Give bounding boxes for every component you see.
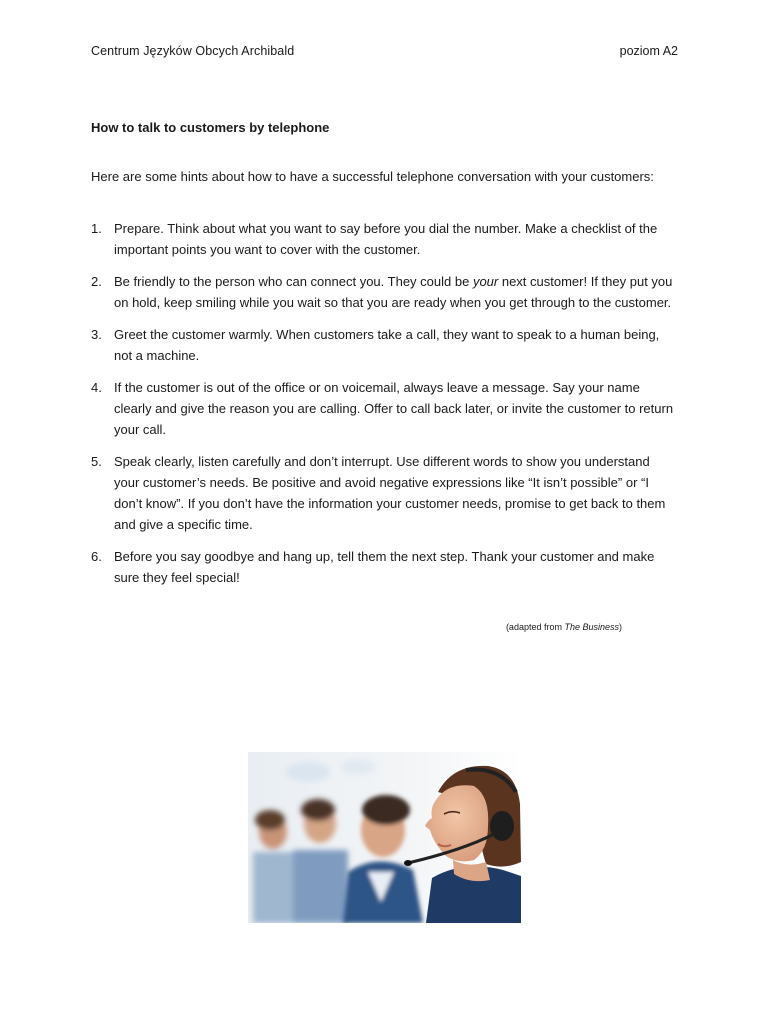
call-center-photo [248, 752, 521, 923]
hint-item [91, 378, 676, 440]
document-title: How to talk to customers by telephone [91, 120, 330, 135]
hint-number: 5. [91, 454, 102, 470]
credit-prefix: (adapted from [505, 622, 565, 632]
hint-text-before: Be friendly to the person who can connect you. They could be [114, 274, 473, 290]
hint-number: 1. [91, 221, 102, 236]
hint-item [91, 325, 676, 367]
call-center-illustration [248, 752, 521, 923]
hint-text: Prepare. Think about what you want to say before you dial the number. Make a checklist of the important points you want to cover with the customer. [114, 221, 658, 257]
credit-suffix: ) [619, 622, 622, 632]
hint-text-after: next customer! If they put you on hold, keep smiling while you wait so that you are ready when you get through to the customer. [114, 274, 673, 310]
hint-number: 4. [91, 380, 102, 396]
header-level: poziom A2 [619, 44, 678, 58]
header-school-name: Centrum Języków Obcych Archibald [91, 44, 295, 58]
source-credit [506, 622, 622, 632]
hint-number: 3. [91, 327, 102, 343]
hint-number: 2. [91, 274, 102, 290]
hint-item [91, 219, 676, 261]
credit-source: The Business [564, 622, 619, 632]
hint-emphasis: your [472, 274, 499, 290]
hint-text: If the customer is out of the office or on voicemail, always leave a message. Say your name clearly and give the reason you are calling. Offer to call back later, or invite the customer to return your call. [114, 380, 674, 437]
hint-number: 6. [91, 548, 102, 564]
hints-list [91, 219, 676, 600]
hint-item [91, 547, 676, 589]
hint-text: Greet the customer warmly. When customers take a call, they want to speak to a human being, not a machine. [114, 327, 660, 363]
hint-item [91, 272, 676, 314]
hint-item [91, 452, 676, 535]
hint-text: Before you say goodbye and hang up, tell them the next step. Thank your customer and make sure they feel special! [114, 548, 655, 585]
hint-text: Speak clearly, listen carefully and don’t interrupt. Use different words to show you understand your customer’s needs. Be positive and avoid negative expressions like “It isn’t possible” or “I don’t know”. If you don’t have the information your customer needs, promise to get back to them and give a specific time. [114, 454, 666, 532]
intro-paragraph: Here are some hints about how to have a successful telephone conversation with your customers: [91, 169, 654, 184]
